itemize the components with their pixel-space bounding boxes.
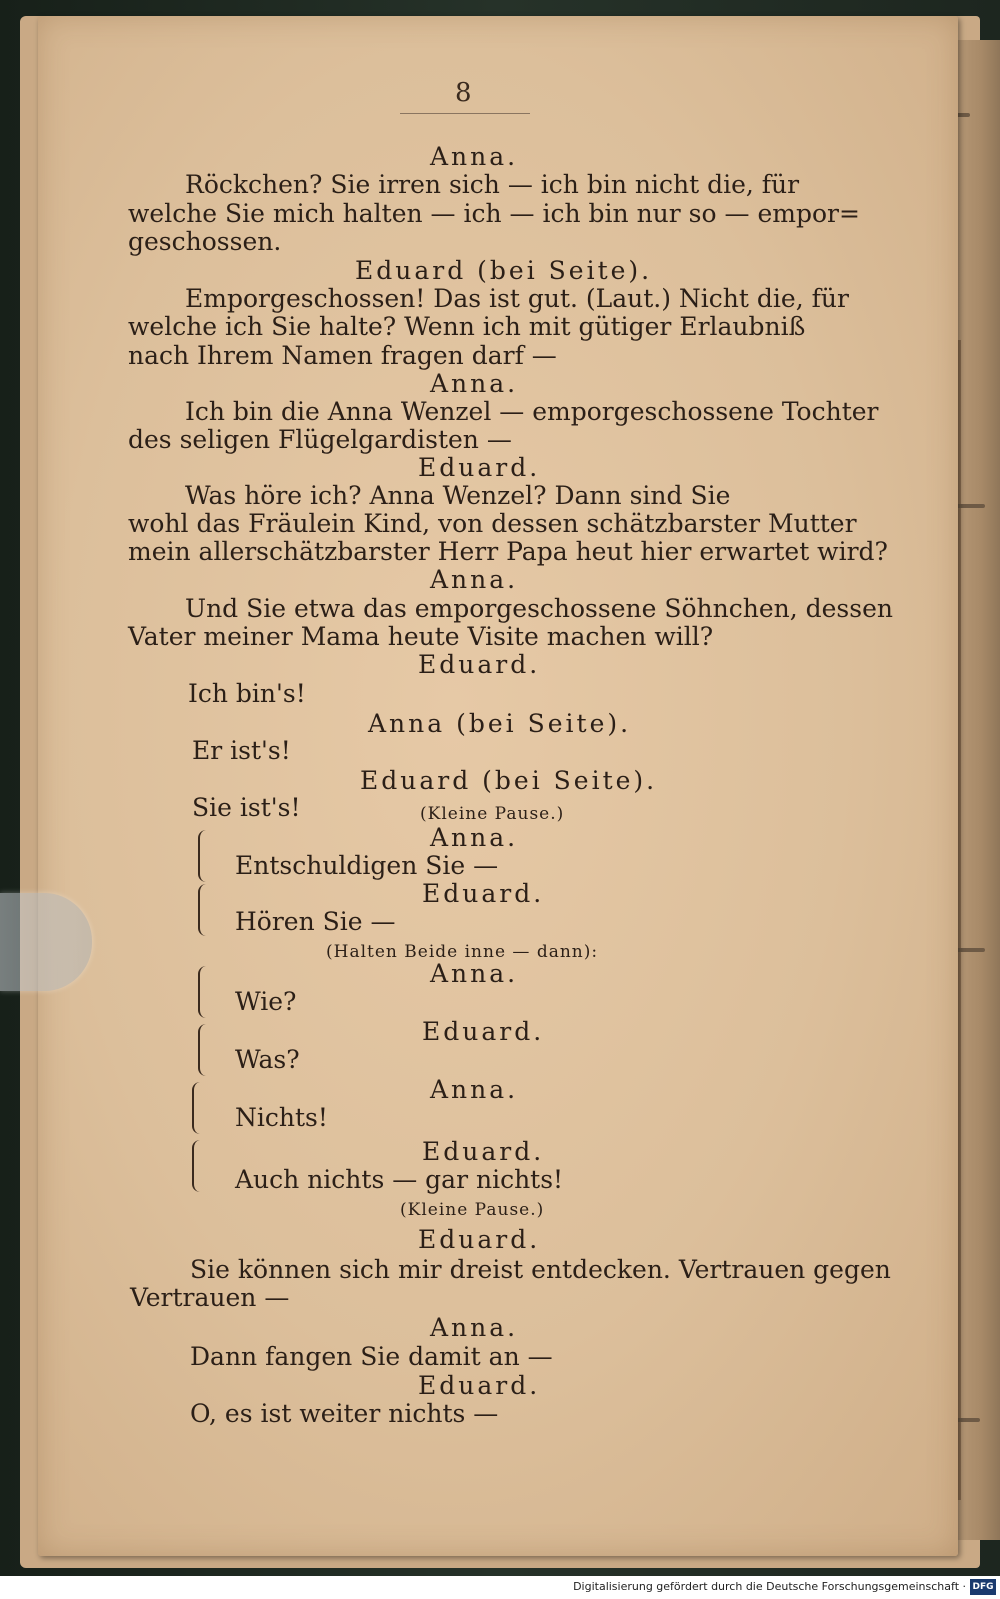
text-line: Dann fangen Sie damit an — (190, 1342, 553, 1371)
stage-direction: (Halten Beide inne — dann): (326, 942, 599, 962)
text-line: Entschuldigen Sie — (235, 851, 499, 880)
stage-direction: (Kleine Pause.) (400, 1200, 545, 1220)
text-line: Er ist's! (192, 736, 291, 765)
text-line: Sie können sich mir dreist entdecken. Vertrauen gegen (190, 1255, 891, 1284)
text-line: welche ich Sie halte? Wenn ich mit gütiger Erlaubniß (128, 312, 806, 341)
page-clip (0, 893, 92, 991)
funding-notice: Digitalisierung gefördert durch die Deutsche Forschungsgemeinschaft · (573, 1580, 966, 1593)
dfg-logo[interactable]: DFG (970, 1579, 996, 1595)
speaker-label: Anna. (430, 565, 519, 594)
text-line: Sie ist's! (192, 793, 301, 822)
text-line: welche Sie mich halten — ich — ich bin nur so — empor= (128, 199, 860, 228)
text-line: Was höre ich? Anna Wenzel? Dann sind Sie (185, 481, 731, 510)
text-line: Wie? (235, 987, 297, 1016)
header-rule (400, 113, 530, 114)
text-line: geschossen. (128, 227, 282, 256)
text-line: des seligen Flügelgardisten — (128, 425, 512, 454)
speaker-label: Eduard. (418, 1225, 541, 1254)
dialogue-brace (198, 1024, 208, 1076)
text-line: Emporgeschossen! Das ist gut. (Laut.) Nicht die, für (185, 284, 849, 313)
footer-bar (0, 1576, 1000, 1599)
text-line: nach Ihrem Namen fragen darf — (128, 341, 557, 370)
text-line: wohl das Fräulein Kind, von dessen schätzbarster Mutter (128, 509, 857, 538)
speaker-label: Eduard. (422, 1137, 545, 1166)
speaker-label: Anna. (430, 823, 519, 852)
dialogue-brace (192, 1082, 202, 1134)
text-line: Ich bin die Anna Wenzel — emporgeschossene Tochter (185, 397, 879, 426)
page-number: 8 (455, 78, 472, 108)
text-line: Nichts! (235, 1103, 328, 1132)
speaker-label: Eduard. (422, 1017, 545, 1046)
dialogue-brace (192, 1140, 202, 1192)
dialogue-brace (198, 884, 208, 936)
binding-thread (958, 340, 961, 1500)
text-line: Hören Sie — (235, 907, 396, 936)
text-line: Vertrauen — (130, 1283, 290, 1312)
speaker-label: Eduard. (418, 650, 541, 679)
text-line: Röckchen? Sie irren sich — ich bin nicht die, für (185, 170, 800, 199)
stage-direction: (Kleine Pause.) (420, 804, 565, 824)
text-line: Und Sie etwa das emporgeschossene Söhnchen, dessen (185, 594, 893, 623)
text-line: Auch nichts — gar nichts! (235, 1165, 564, 1194)
text-line: Vater meiner Mama heute Visite machen will? (128, 622, 714, 651)
speaker-label: Eduard. (418, 453, 541, 482)
text-line: Ich bin's! (188, 679, 306, 708)
speaker-label: Eduard (bei Seite). (360, 766, 658, 795)
speaker-label: Anna. (430, 1313, 519, 1342)
speaker-label: Anna. (430, 1075, 519, 1104)
text-line: O, es ist weiter nichts — (190, 1399, 499, 1428)
speaker-label: Anna (bei Seite). (368, 709, 632, 738)
speaker-label: Anna. (430, 959, 519, 988)
speaker-label: Eduard. (422, 879, 545, 908)
dialogue-brace (198, 966, 208, 1018)
text-line: Was? (235, 1045, 300, 1074)
dialogue-brace (198, 830, 208, 882)
speaker-label: Eduard (bei Seite). (355, 256, 653, 285)
text-line: mein allerschätzbarster Herr Papa heut hier erwartet wird? (128, 537, 888, 566)
speaker-label: Anna. (430, 142, 519, 171)
speaker-label: Anna. (430, 369, 519, 398)
speaker-label: Eduard. (418, 1371, 541, 1400)
